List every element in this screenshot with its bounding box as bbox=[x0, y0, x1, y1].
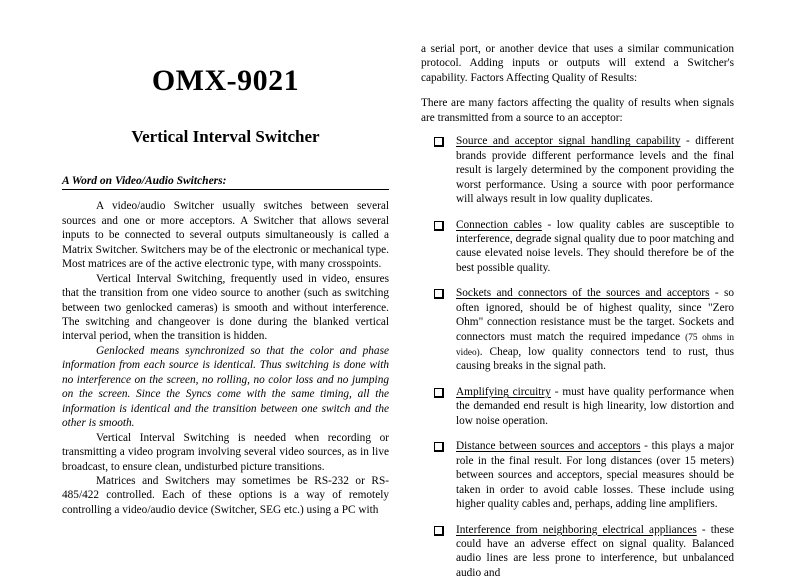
impedance-note: (75 ohms in video) bbox=[456, 332, 734, 358]
paragraph-2: Vertical Interval Switching, frequently used in video, ensures that the transition from one video source to another (such as switching between two genlocked cameras) is smooth and without interference. The switching and changeover is done during the blanked vertical interval period, when the transition is hidden. bbox=[62, 272, 389, 343]
square-bullet-icon bbox=[434, 137, 444, 147]
list-item-body: - low quality cables are susceptible to interference, degrade signal quality due to poor matching and cause elevated noise levels. They should therefore be of the best possible quality. bbox=[456, 218, 734, 274]
list-item bbox=[421, 218, 734, 276]
paragraph-5: Matrices and Switchers may sometimes be RS-232 or RS-485/422 controlled. Each of these options is a way of remotely controlling a video/audio device (Switcher, SEG etc.) using a PC with bbox=[62, 474, 389, 516]
square-bullet-icon bbox=[434, 526, 444, 536]
list-item-term: Source and acceptor signal handling capability bbox=[456, 135, 681, 148]
list-item-body: - different brands provide different performance levels and the final result is largely determined by the component providing the worst performance. Using a source with poor performance will always result in low quality duplicates. bbox=[456, 135, 734, 206]
continuation-paragraph: a serial port, or another device that uses a similar communication protocol. Adding inputs or outputs will extend a Switcher's capability. Factors Affecting Quality of Results: bbox=[421, 43, 734, 84]
list-item-body-post: . Cheap, low quality connectors tend to rust, thus causing breaks in the signal path. bbox=[456, 345, 734, 373]
paragraph-4: Vertical Interval Switching is needed when recording or transmitting a video program involving several video sources, as in live broadcast, to ensure clean, undisturbed picture transitions. bbox=[62, 431, 389, 473]
square-bullet-icon bbox=[434, 388, 444, 398]
right-column bbox=[421, 42, 734, 580]
list-item-term: Distance between sources and acceptors bbox=[456, 440, 641, 453]
list-item bbox=[421, 286, 734, 374]
square-bullet-icon bbox=[434, 221, 444, 231]
square-bullet-icon bbox=[434, 289, 444, 299]
list-item-body: - these could have an adverse effect on signal quality. Balanced audio lines are less prone to interference, but unbalanced audio and bbox=[456, 523, 735, 579]
page-title: OMX-9021 bbox=[151, 64, 300, 97]
left-column bbox=[62, 42, 389, 580]
paragraph-1: A video/audio Switcher usually switches between several sources and one or more acceptors. A Switcher that allows several inputs to be connected to several outputs simultaneously is called a Matrix Switcher. Switchers may be of the electronic or mechanical type. Most matrices are of the active electronic type, with many crosspoints. bbox=[62, 200, 389, 271]
list-item bbox=[421, 385, 734, 428]
list-item-body: - this plays a major role in the final result. For long distances (over 15 meters) between sources and acceptors, special measures should be taken in order to avoid cable losses. These include using higher quality cables and, perhaps, adding line amplifiers. bbox=[456, 440, 735, 511]
list-item-body: - must have quality performance when the demanded end result is high linearity, low distortion and low noise operation. bbox=[456, 385, 734, 427]
list-item bbox=[421, 439, 734, 511]
two-column-layout bbox=[62, 42, 734, 580]
page-subtitle: Vertical Interval Switcher bbox=[131, 127, 320, 146]
paragraph-3-genlocked: Genlocked means synchronized so that the color and phase information from each source is identical. Thus switching is done with no interference on the screen, no rolling, no color loss and no jumping on the screen. Since the Syncs come with the same timing, all the information is identical and the transition between one switch and the other is smooth. bbox=[62, 344, 389, 430]
intro-paragraph: There are many factors affecting the quality of results when signals are transmitted from a source to an acceptor: bbox=[421, 97, 734, 124]
section-heading: A Word on Video/Audio Switchers: bbox=[62, 175, 389, 191]
quality-factors-list bbox=[421, 134, 734, 580]
square-bullet-icon bbox=[434, 442, 444, 452]
list-item-term: Connection cables bbox=[456, 218, 542, 231]
list-item-term: Interference from neighboring electrical appliances bbox=[456, 523, 697, 536]
list-item bbox=[421, 523, 734, 580]
list-item-term: Amplifying circuitry bbox=[456, 385, 551, 398]
list-item-term: Sockets and connectors of the sources and acceptors bbox=[456, 287, 710, 300]
list-item bbox=[421, 134, 734, 206]
list-item-body-pre: - so often ignored, should be of highest quality, since "Zero Ohm" connection resistance must be the target. Sockets and connectors must match the required impedance bbox=[456, 287, 734, 343]
